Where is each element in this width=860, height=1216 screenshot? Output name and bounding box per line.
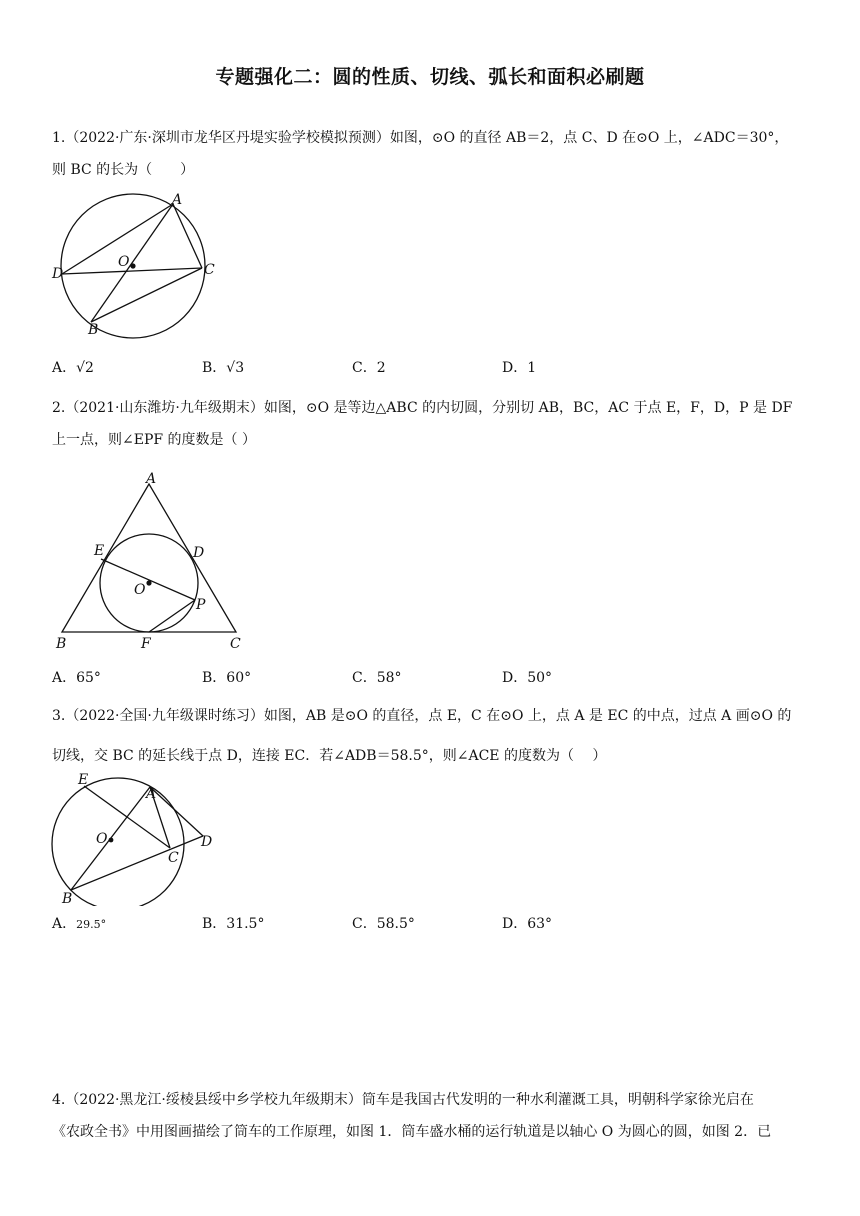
q3-label-b: B — [62, 891, 73, 906]
q1-label-b: B — [88, 322, 99, 338]
q2-option-c[interactable]: C．58° — [352, 670, 402, 686]
q1-option-b[interactable]: B．√3 — [202, 360, 245, 376]
page-title: 专题强化二：圆的性质、切线、弧长和面积必刷题 — [215, 66, 645, 88]
q2-text-line1: 2.（2021·山东潍坊·九年级期末）如图，⊙O 是等边△ABC 的内切圆，分别切 AB，BC，AC 于点 E，F，D，P 是 DF — [52, 400, 793, 416]
q3-option-c[interactable]: C．58.5° — [352, 916, 415, 932]
q2-option-d[interactable]: D．50° — [502, 670, 553, 686]
q2-label-p: P — [196, 597, 206, 613]
q2-label-f: F — [141, 636, 151, 652]
q2-option-b[interactable]: B．60° — [202, 670, 252, 686]
q3-label-d: D — [201, 834, 213, 850]
q2-option-a[interactable]: A．65° — [52, 670, 101, 686]
q3-label-e: E — [78, 772, 89, 788]
q1-label-d: D — [52, 266, 64, 282]
q2-text-line2: 上一点，则∠EPF 的度数是（ ） — [52, 432, 256, 448]
q1-option-c[interactable]: C．2 — [352, 360, 386, 376]
q3-figure — [48, 770, 228, 906]
q3-option-b[interactable]: B．31.5° — [202, 916, 265, 932]
q4-text-line2: 《农政全书》中用图画描绘了筒车的工作原理，如图 1．筒车盛水桶的运行轨道是以轴心 O 为圆心的圆，如图 2．已 — [52, 1124, 772, 1140]
q3-option-a-prefix: A． — [52, 916, 77, 932]
q2-label-e: E — [94, 543, 105, 559]
q1-option-d[interactable]: D．1 — [502, 360, 537, 376]
q2-label-b: B — [56, 636, 67, 652]
q1-label-c: C — [204, 262, 215, 278]
q1-figure — [48, 190, 228, 340]
q1-text-line2: 则 BC 的长为（ ） — [52, 162, 195, 178]
q2-label-d: D — [193, 545, 205, 561]
q2-label-a: A — [146, 471, 157, 487]
q2-figure — [50, 470, 250, 654]
q1-option-a[interactable]: A．√2 — [52, 360, 94, 376]
q2-label-o: O — [134, 582, 146, 598]
q1-text-line1: 1.（2022·广东·深圳市龙华区丹堤实验学校模拟预测）如图，⊙O 的直径 AB＝2，点 C、D 在⊙O 上，∠ADC＝30°， — [52, 130, 789, 146]
q3-option-a[interactable] — [52, 914, 106, 935]
q2-label-c: C — [230, 636, 241, 652]
q3-option-a-value: 29.5° — [76, 918, 107, 931]
q4-text-line1: 4.（2022·黑龙江·绥棱县绥中乡学校九年级期末）筒车是我国古代发明的一种水利灌溉工具，明朝科学家徐光启在 — [52, 1092, 754, 1108]
q3-option-d[interactable]: D．63° — [502, 916, 553, 932]
q1-label-o: O — [118, 254, 130, 270]
q3-text-line2: 切线，交 BC 的延长线于点 D，连接 EC．若∠ADB＝58.5°，则∠ACE 的度数为（ ） — [52, 748, 607, 764]
q3-label-a: A — [146, 786, 157, 802]
q3-label-o: O — [96, 831, 108, 847]
q3-label-c: C — [168, 850, 179, 866]
q1-label-a: A — [172, 192, 183, 208]
q3-text-line1: 3.（2022·全国·九年级课时练习）如图，AB 是⊙O 的直径，点 E，C 在⊙O 上，点 A 是 EC 的中点，过点 A 画⊙O 的 — [52, 708, 792, 724]
